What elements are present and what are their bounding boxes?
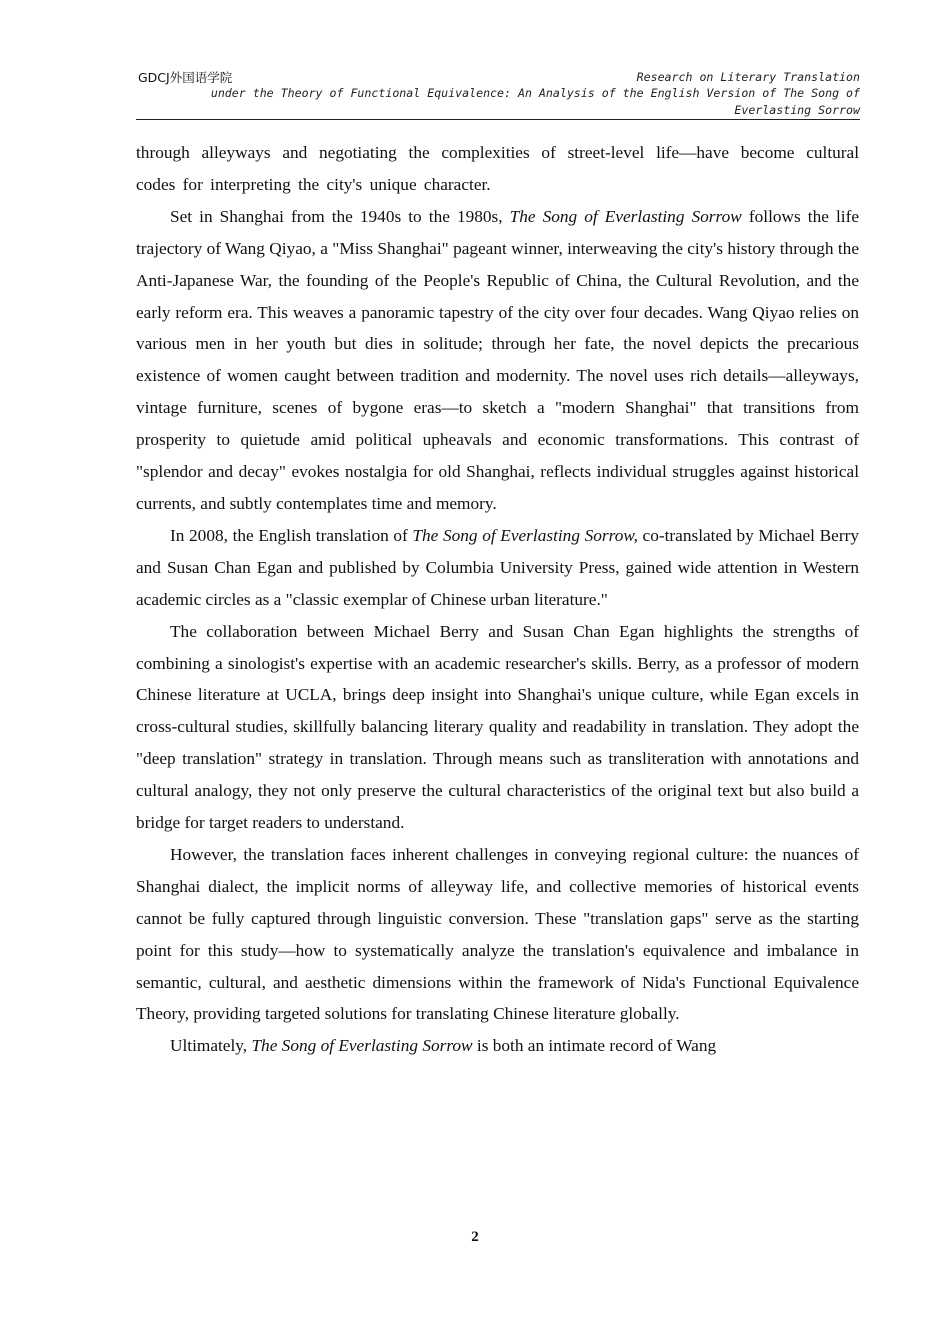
header-title — [160, 69, 860, 118]
paragraph-5: However, the translation faces inherent challenges in conveying regional culture: the nuances of Shanghai dialect, the implicit norms of alleyway life, and collective memories of historical events cannot be fully captured through linguistic conversion. These "translation gaps" serve as the starting point for this study—how to systematically analyze the translation's equivalence and imbalance in semantic, cultural, and aesthetic dimensions within the framework of Nida's Functional Equivalence Theory, providing targeted solutions for translating Chinese literature globally. — [136, 844, 859, 1024]
paragraph-1: through alleyways and negotiating the complexities of street-level life—have become cultural codes for interpreting the city's unique character. — [136, 143, 859, 194]
header-title-line-1: Research on Literary Translation — [636, 70, 860, 84]
paragraph-3 — [136, 520, 859, 616]
header-title-line-2: under the Theory of Functional Equivalence: An Analysis of the English Version of The Song of — [210, 86, 860, 101]
book-title: The Song of Everlasting Sorrow — [251, 1036, 473, 1056]
paragraph-6-text: is both an intimate record of Wang — [472, 1036, 717, 1056]
book-title: The Song of Everlasting Sorrow, — [412, 525, 638, 545]
body-text — [136, 137, 859, 1062]
book-title: The Song of Everlasting Sorrow — [509, 206, 742, 226]
page-number: 2 — [471, 1229, 479, 1245]
paragraph-3-lead: In 2008, the English translation of — [170, 525, 413, 545]
paragraph-6 — [136, 1030, 859, 1062]
header-institution: GDCJ外国语学院 — [138, 70, 233, 85]
header-title-line-3: Everlasting Sorrow — [734, 102, 860, 117]
paragraph-4: The collaboration between Michael Berry and Susan Chan Egan highlights the strengths of combining a sinologist's expertise with an academic researcher's skills. Berry, as a professor of modern Chinese literature at UCLA, brings deep insight into Shanghai's unique culture, while Egan excels in cross-cultural studies, skillfully balancing literary quality and readability in translation. They adopt the "deep translation" strategy in translation. Through means such as transliteration with annotations and cultural analogy, they not only preserve the cultural characteristics of the original text but also build a bridge for target readers to understand. — [136, 621, 859, 833]
paragraph-6-lead: Ultimately, — [170, 1036, 252, 1056]
paragraph-2-text: follows the life trajectory of Wang Qiyao, a "Miss Shanghai" pageant winner, interweaving the city's history through the Anti-Japanese War, the founding of the People's Republic of China, the Cultural Revolution, and the early reform era. This weaves a panoramic tapestry of the city over four decades. Wang Qiyao relies on various men in her youth but dies in solitude; through her fate, the novel depicts the precarious existence of women caught between tradition and modernity. The novel uses rich details—alleyways, vintage furniture, scenes of bygone eras—to sketch a "modern Shanghai" that transitions from prosperity to quietude amid political upheavals and economic transformations. This contrast of "splendor and decay" evokes nostalgia for old Shanghai, reflects individual struggles against historical currents, and subtly contemplates time and memory. — [136, 206, 859, 513]
page-header — [136, 67, 860, 120]
paragraph-2 — [136, 201, 859, 520]
paragraph-2-lead: Set in Shanghai from the 1940s to the 1980s, — [170, 206, 510, 226]
paragraph-3-text: co-translated by Michael Berry and Susan Chan Egan and published by Columbia University Press, gained wide attention in Western academic circles as a "classic exemplar of Chinese urban literature." — [136, 525, 859, 609]
